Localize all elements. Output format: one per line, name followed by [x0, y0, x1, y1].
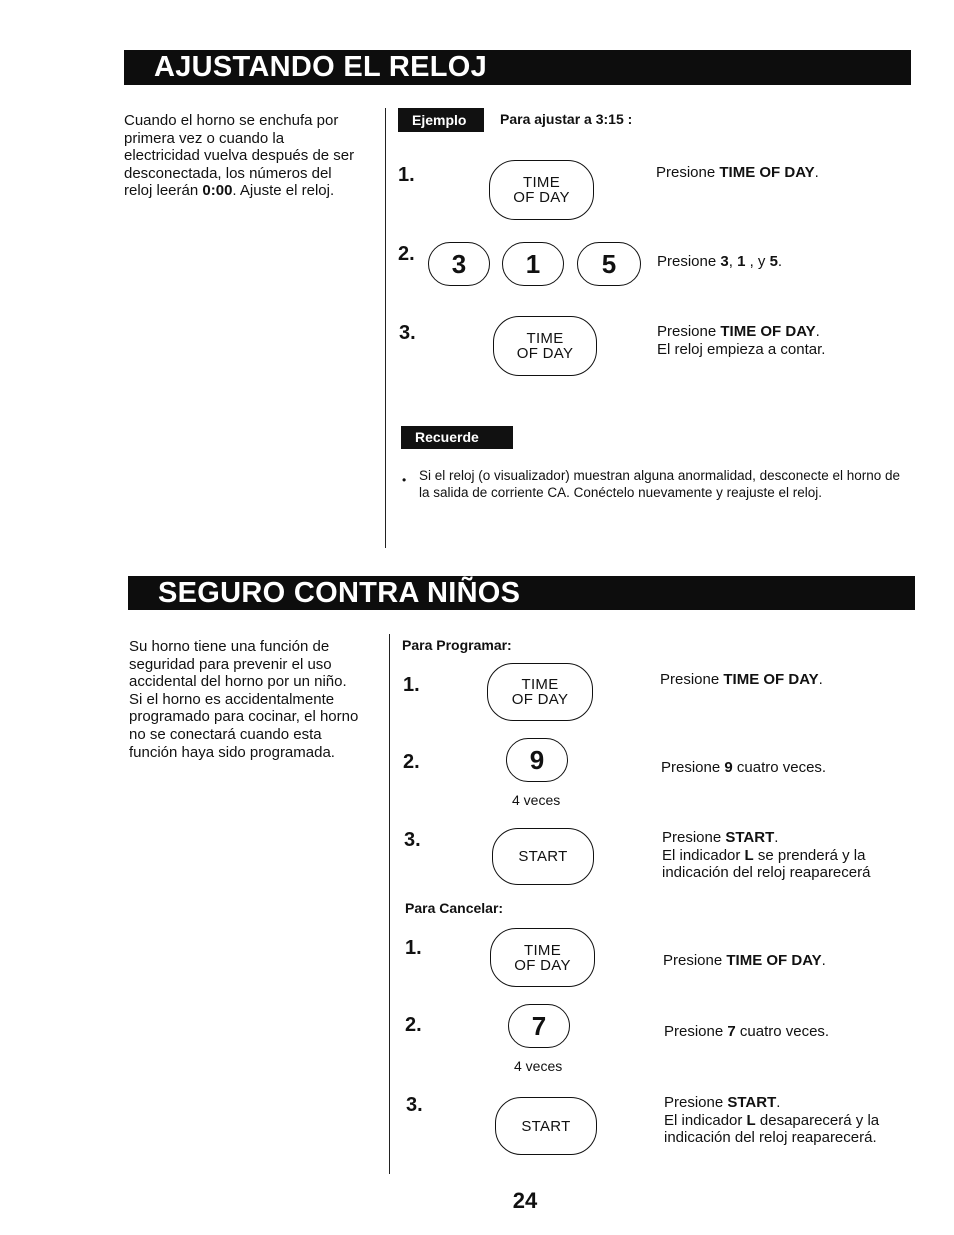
clock-step-2-instruction: Presione 3, 1 , y 5.	[657, 253, 783, 270]
time-of-day-key: TIME OF DAY	[493, 316, 597, 376]
digit-3-key: 3	[428, 242, 490, 286]
cancel-step-1-number: 1.	[405, 937, 422, 959]
program-step-3-number: 3.	[404, 829, 421, 851]
start-key: START	[495, 1097, 597, 1155]
time-of-day-key: TIME OF DAY	[490, 928, 595, 987]
cancel-heading: Para Cancelar:	[405, 900, 504, 916]
cancel-step-3-instruction: Presione START. El indicador L desaparecerá y la indicación del reloj reaparecerá.	[664, 1094, 880, 1147]
page-number: 24	[512, 1188, 538, 1213]
program-step-2-number: 2.	[403, 751, 420, 773]
clock-step-2-number: 2.	[398, 243, 415, 265]
program-step-2-instruction: Presione 9 cuatro veces.	[661, 759, 827, 776]
remember-tag: Recuerde	[401, 426, 513, 449]
program-step-3-instruction: Presione START. El indicador L se prenderá y la indicación del reloj reaparecerá	[662, 829, 871, 882]
time-of-day-key: TIME OF DAY	[489, 160, 594, 220]
digit-9-key: 9	[506, 738, 568, 782]
program-step-1-instruction: Presione TIME OF DAY.	[660, 671, 823, 688]
cancel-step-2-instruction: Presione 7 cuatro veces.	[664, 1023, 830, 1040]
child-column-divider	[389, 634, 390, 1174]
start-key: START	[492, 828, 594, 885]
clock-step-1-number: 1.	[398, 164, 415, 186]
time-of-day-key: TIME OF DAY	[487, 663, 593, 721]
child-lock-section-title: SEGURO CONTRA NIÑOS	[128, 576, 915, 610]
example-tag: Ejemplo	[398, 108, 484, 132]
program-heading: Para Programar:	[402, 637, 512, 653]
bullet-icon: •	[402, 473, 407, 487]
child-lock-intro: Su horno tiene una función de seguridad para prevenir el uso accidental del horno por un niño. Si el horno es accidentalmente programado para cocinar, el horno no se conectará cuando esta función haya sido programada.	[129, 638, 359, 761]
digit-5-key: 5	[577, 242, 641, 286]
digit-7-key: 7	[508, 1004, 570, 1048]
clock-column-divider	[385, 108, 386, 548]
cancel-step-3-number: 3.	[406, 1094, 423, 1116]
clock-step-3-number: 3.	[399, 322, 416, 344]
program-step-1-number: 1.	[403, 674, 420, 696]
clock-section-title: AJUSTANDO EL RELOJ	[124, 50, 911, 85]
cancel-step-2-caption: 4 veces	[514, 1058, 563, 1074]
cancel-step-2-number: 2.	[405, 1014, 422, 1036]
remember-text: Si el reloj (o visualizador) muestran alguna anormalidad, desconecte el horno de la salida de corriente CA. Conéctelo nuevamente y reajuste el reloj.	[419, 468, 901, 500]
example-text: Para ajustar a 3:15 :	[500, 111, 633, 127]
digit-1-key: 1	[502, 242, 564, 286]
cancel-step-1-instruction: Presione TIME OF DAY.	[663, 952, 826, 969]
clock-step-1-instruction: Presione TIME OF DAY.	[656, 164, 819, 181]
clock-step-3-instruction: Presione TIME OF DAY. El reloj empieza a contar.	[657, 323, 826, 358]
clock-intro: Cuando el horno se enchufa por primera vez o cuando la electricidad vuelva después de ser desconectada, los números del reloj leerán 0:00. Ajuste el reloj.	[124, 112, 355, 200]
program-step-2-caption: 4 veces	[512, 792, 561, 808]
